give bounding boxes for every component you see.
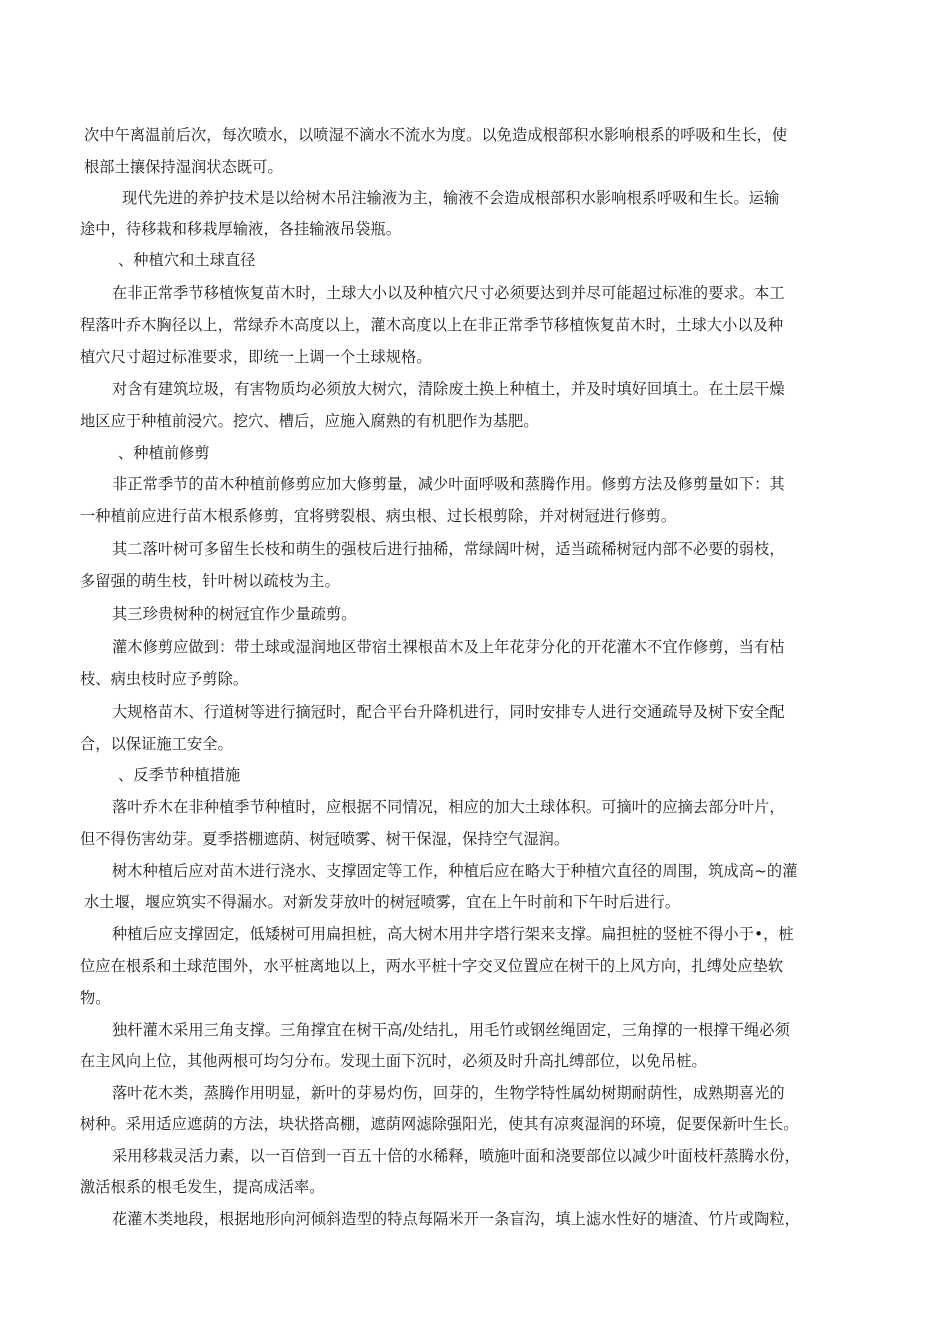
text-line: 植穴尺寸超过标准要求，即统一上调一个土球规格。 [80, 348, 432, 366]
text-line: 在非正常季节移植恢复苗木时，土球大小以及种植穴尺寸必须要达到并尽可能超过标准的要求。本工 [112, 284, 785, 302]
section-heading: 、种植前修剪 [118, 444, 210, 462]
section-heading: 、反季节种植措施 [118, 766, 241, 784]
text-line: 途中，待移栽和移栽厚输液，各挂输液吊袋瓶。 [80, 220, 402, 238]
text-line: 但不得伤害幼芽。夏季搭棚遮荫、树冠喷雾、树干保湿，保持空气湿润。 [80, 830, 570, 848]
text-line: 多留强的萌生枝，针叶树以疏枝为主。 [80, 572, 340, 590]
text-line: 花灌木类地段，根据地形向河倾斜造型的特点每隔米开一条盲沟，填上滤水性好的塘渣、竹片或陶粒， [112, 1210, 800, 1228]
text-line: 大规格苗木、行道树等进行摘冠时，配合平台升降机进行，同时安排专人进行交通疏导及树下安全配 [112, 703, 785, 721]
text-line: 非正常季节的苗木种植前修剪应加大修剪量，减少叶面呼吸和蒸腾作用。修剪方法及修剪量如下：其 [112, 475, 785, 493]
text-line: 种植后应支撑固定，低矮树可用扁担桩，高大树木用井字塔行架来支撑。扁担桩的竖桩不得小于•，桩 [112, 925, 794, 943]
text-line: 灌木修剪应做到：带土球或湿润地区带宿土裸根苗木及上年花芽分化的开花灌木不宜作修剪，当有枯 [112, 638, 785, 656]
text-line: 物。 [80, 989, 111, 1007]
text-line: 树木种植后应对苗木进行浇水、支撑固定等工作，种植后应在略大于种植穴直径的周围，筑成高~的灌 [112, 862, 798, 880]
text-line: 采用移栽灵活力素，以一百倍到一百五十倍的水稀释，喷施叶面和浇要部位以减少叶面枝杆蒸腾水份， [112, 1147, 800, 1165]
text-line: 根部土攘保持湿润状态既可。 [84, 158, 283, 176]
text-line: 落叶花木类，蒸腾作用明显，新叶的芽易灼伤，回芽的，生物学特性属幼树期耐荫性，成熟期喜光的 [112, 1084, 785, 1102]
text-line: 枝、病虫枝时应予剪除。 [80, 670, 249, 688]
text-line: 合，以保证施工安全。 [80, 735, 233, 753]
text-line: 程落叶乔木胸径以上，常绿乔木高度以上，灌木高度以上在非正常季节移植恢复苗木时，土球大小以及种 [80, 316, 784, 334]
text-line: 一种植前应进行苗木根系修剪，宜将劈裂根、病虫根、过长根剪除，并对树冠进行修剪。 [80, 507, 677, 525]
text-line: 树种。采用适应遮荫的方法，块状搭高棚，遮荫网滤除强阳光，使其有凉爽湿润的环境，促要保新叶生长。 [80, 1115, 799, 1133]
text-line: 现代先进的养护技术是以给树木吊注输液为主，输液不会造成根部积水影响根系呼吸和生长。运输 [122, 189, 780, 207]
text-line: 地区应于种植前浸穴。挖穴、槽后，应施入腐熟的有机肥作为基肥。 [80, 412, 539, 430]
text-line: 对含有建筑垃圾，有害物质均必须放大树穴，清除废土换上种植土，并及时填好回填土。在土层干燥 [112, 380, 785, 398]
text-line: 水土堰，堰应筑实不得漏水。对新发芽放叶的树冠喷雾，宜在上午时前和下午时后进行。 [84, 893, 681, 911]
text-line: 位应在根系和土球范围外，水平桩离地以上，两水平桩十字交叉位置应在树干的上风方向，扎缚处应垫软 [80, 957, 784, 975]
text-line: 其三珍贵树种的树冠宜作少量疏剪。 [112, 605, 357, 623]
text-line: 独杆灌木采用三角支撑。三角撑宜在树干高/处结扎，用毛竹或钢丝绳固定，三角撑的一根撑干绳必须 [112, 1021, 790, 1039]
text-line: 其二落叶树可多留生长枝和萌生的强枝后进行抽稀，常绿阔叶树，适当疏稀树冠内部不必要的弱枝， [112, 540, 785, 558]
text-line: 落叶乔木在非种植季节种植时，应根据不同情况，相应的加大土球体积。可摘叶的应摘去部分叶片， [112, 798, 785, 816]
section-heading: 、种植穴和土球直径 [118, 251, 256, 269]
text-line: 在主风向上位，其他两根可均匀分布。发现土面下沉时，必须及时升高扎缚部位，以免吊桩。 [80, 1052, 707, 1070]
text-line: 激活根系的根毛发生，提高成活率。 [80, 1178, 325, 1196]
text-line: 次中午离温前后次，每次喷水，以喷湿不滴水不流水为度。以免造成根部积水影响根系的呼吸和生长，使 [84, 126, 788, 144]
